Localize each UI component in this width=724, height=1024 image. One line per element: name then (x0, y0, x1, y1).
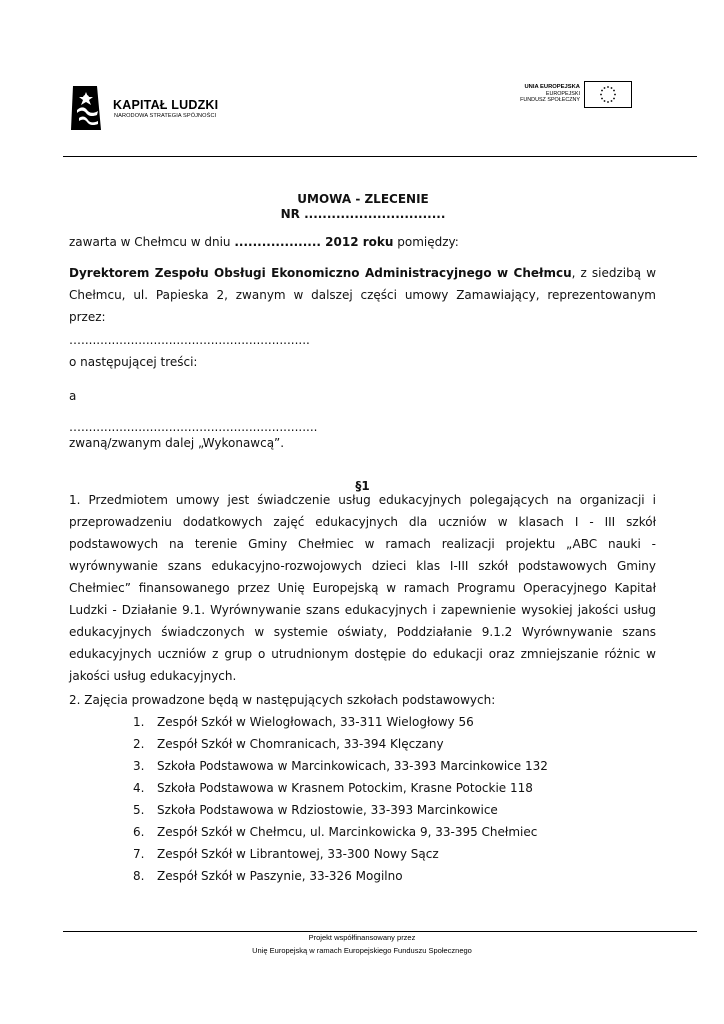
footer-line-2: Unię Europejską w ramach Europejskiego Funduszu Społecznego (252, 946, 472, 955)
footer-divider (63, 931, 697, 932)
paragraph-1: 1. Przedmiotem umowy jest świadczenie usług edukacyjnych polegających na organizacji i przeprowadzeniu dodatkowych zajęć edukacyjnych dla uczniów w klasach I - III szkół podstawowych na terenie Gminy Chełmiec w ramach realizacji projektu „ABC nauki - wyrównywanie szans edukacyjno-rozwojowych dzieci klas I-III szkół podstawowych Gminy Chełmiec” finansowanego przez Unię Europejską w ramach Programu Operacyjnego Kapitał Ludzki - Działanie 9.1. Wyrównywanie szans edukacyjnych i zapewnienie wysokiej jakości usług edukacyjnych świadczonych w systemie oświaty, Poddziałanie 9.1.2 Wyrównywanie szans edukacyjnych uczniów z grup o utrudnionym dostępie do edukacji oraz zmniejszanie różnic w jakości usług edukacyjnych. (69, 493, 656, 683)
document-title-block (0, 192, 724, 222)
party2-description: zwaną/zwanym dalej „Wykonawcą”. (69, 436, 285, 450)
dots-line-2: ….............................................................. (69, 420, 318, 434)
eu-logo-text (520, 84, 580, 104)
header-divider (63, 156, 697, 157)
party1-name: Dyrektorem Zespołu Obsługi Ekonomiczno Administracyjnego w Chełmcu (69, 266, 572, 280)
eu-logo-line3: FUNDUSZ SPOŁECZNY (520, 97, 580, 104)
kapital-ludzki-logo-icon (70, 84, 104, 130)
intro-suffix: pomiędzy: (393, 235, 459, 249)
list-item: 8. Zespół Szkół w Paszynie, 33-326 Mogilno (133, 869, 403, 883)
section-1-heading: §1 (355, 479, 370, 493)
document-number: NR ............................... (280, 207, 446, 221)
party1-closing: o następującej treści: (69, 355, 198, 369)
document-title: UMOWA - ZLECENIE (297, 192, 429, 206)
party1-paragraph (69, 262, 656, 328)
intro-date: ................... 2012 roku (234, 235, 394, 249)
eu-logo-line1: UNIA EUROPEJSKA (524, 84, 580, 90)
list-item: 4. Szkoła Podstawowa w Krasnem Potockim, Krasne Potockie 118 (133, 781, 533, 795)
intro-line (69, 231, 656, 253)
dots-line-1: …............................................................ (69, 333, 310, 347)
schools-list (133, 711, 548, 887)
paragraph-2: 2. Zajęcia prowadzone będą w następujących szkołach podstawowych: (69, 693, 496, 707)
list-item: 6. Zespół Szkół w Chełmcu, ul. Marcinkowicka 9, 33-395 Chełmiec (133, 825, 538, 839)
intro-prefix: zawarta w Chełmcu w dniu (69, 235, 235, 249)
list-item: 5. Szkoła Podstawowa w Rdziostowie, 33-393 Marcinkowice (133, 803, 498, 817)
eu-flag-icon (584, 81, 632, 108)
conjunction: a (69, 389, 77, 403)
list-item: 7. Zespół Szkół w Librantowej, 33-300 Nowy Sącz (133, 847, 439, 861)
kapital-ludzki-subtitle: NARODOWA STRATEGIA SPÓJNOŚCI (114, 113, 217, 119)
kapital-ludzki-title: KAPITAŁ LUDZKI (113, 98, 219, 112)
page-header (0, 0, 724, 160)
list-item: 3. Szkoła Podstawowa w Marcinkowicach, 33-393 Marcinkowice 132 (133, 759, 548, 773)
party1-description: , z siedzibą w Chełmcu, ul. Papieska 2, zwanym w dalszej części umowy Zamawiający, reprezentowanym przez: (69, 266, 657, 324)
list-item: 1. Zespół Szkół w Wielogłowach, 33-311 Wielogłowy 56 (133, 715, 474, 729)
eu-logo-line2: EUROPEJSKI (545, 90, 580, 97)
footer-line-1: Projekt współfinansowany przez (308, 933, 416, 942)
list-item: 2. Zespół Szkół w Chomranicach, 33-394 Klęczany (133, 737, 444, 751)
